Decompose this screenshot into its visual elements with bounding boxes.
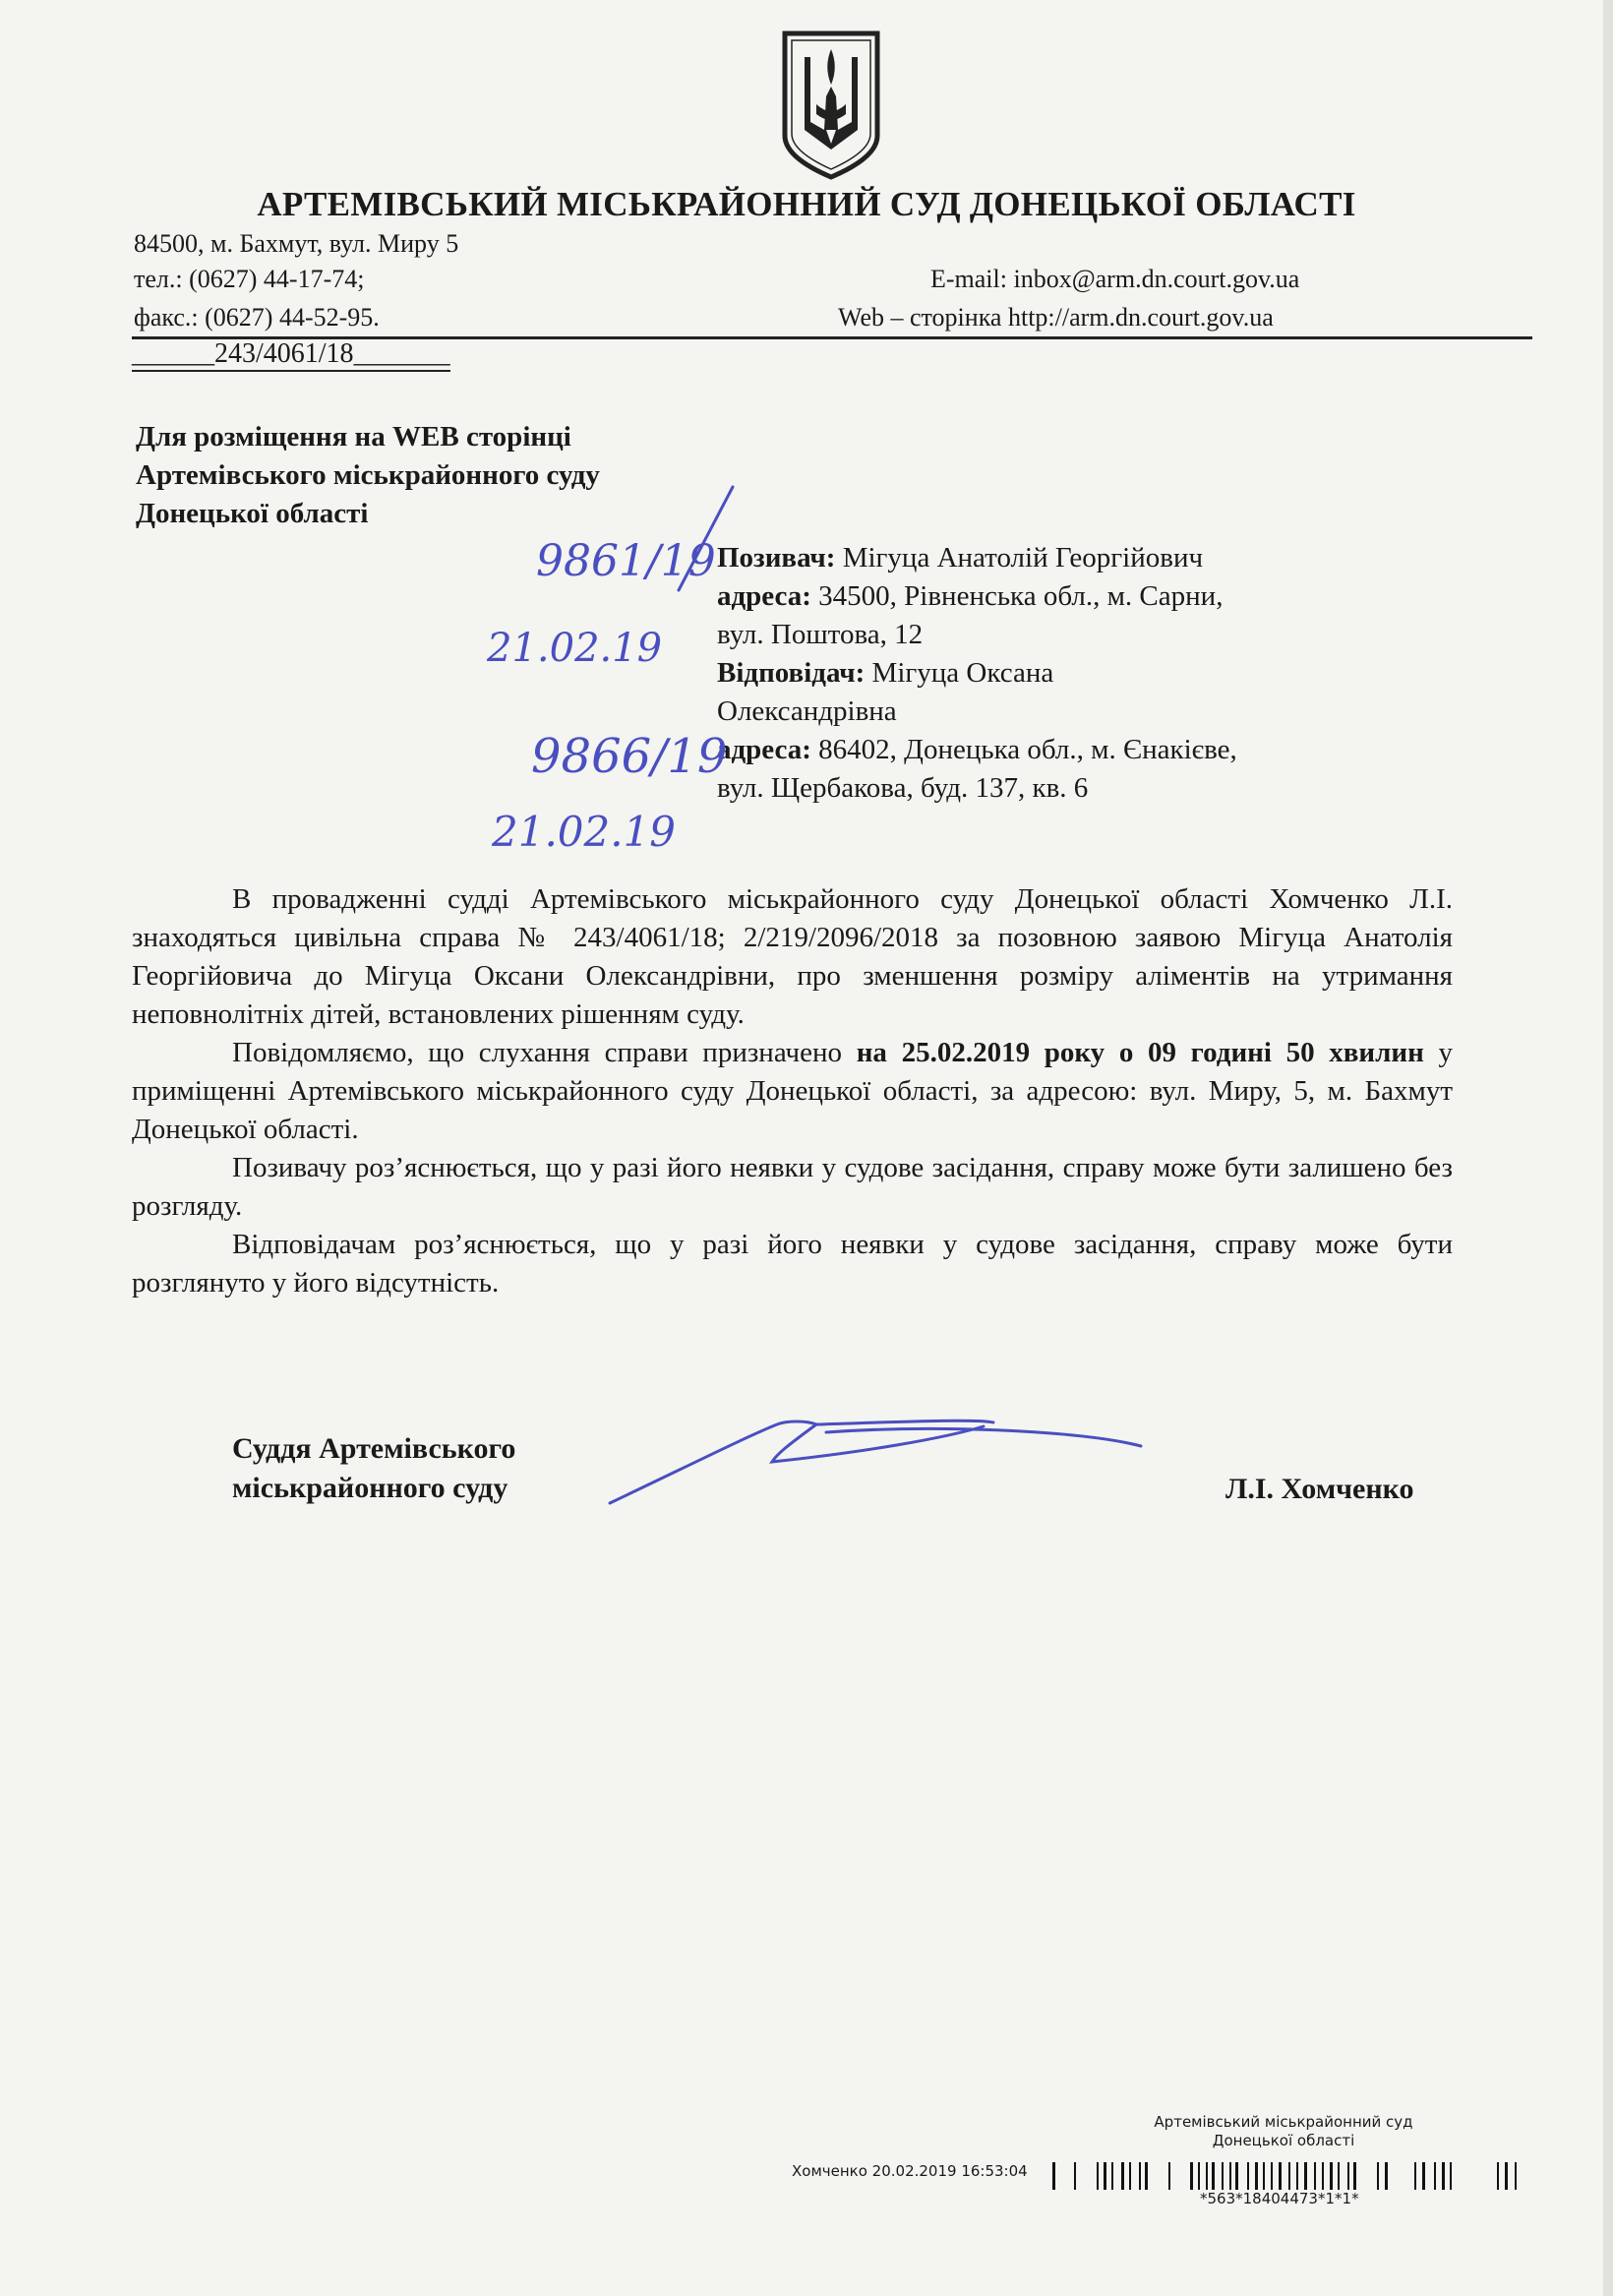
notice-body xyxy=(132,880,1453,1302)
court-phone: тел.: (0627) 44-17-74; xyxy=(134,265,365,293)
case-number: 243/4061/18 xyxy=(214,338,354,372)
court-fax: факс.: (0627) 44-52-95. xyxy=(134,303,380,332)
hearing-datetime: на 25.02.2019 року о 09 годині 50 хвилин xyxy=(856,1037,1424,1068)
body-paragraph-hearing xyxy=(132,1034,1453,1149)
web-note-line: Для розміщення на WEB сторінці xyxy=(136,421,571,453)
plaintiff-label: Позивач: xyxy=(717,542,836,574)
court-address: 84500, м. Бахмут, вул. Миру 5 xyxy=(134,229,459,258)
signature-title-line: міськрайонного суду xyxy=(232,1472,508,1504)
plaintiff-address-label: адреса: xyxy=(717,580,811,612)
court-email: E-mail: inbox@arm.dn.court.gov.ua xyxy=(930,265,1300,293)
web-note-line: Артемівського міськрайонного суду xyxy=(136,459,600,491)
page-edge xyxy=(1603,0,1613,2296)
stamp-court xyxy=(1121,2113,1446,2150)
defendant-address-label: адреса: xyxy=(717,734,811,765)
stamp-metadata: Хомченко 20.02.2019 16:53:04 xyxy=(792,2162,1028,2180)
defendant-line xyxy=(717,654,1386,693)
stamp-court-line: Артемівський міськрайонний суд xyxy=(1154,2113,1413,2131)
hearing-intro: Повідомляємо, що слухання справи призначено xyxy=(232,1037,857,1068)
defendant-name-cont: Олександрівна xyxy=(717,695,897,727)
case-number-lead: ______ xyxy=(132,338,214,372)
court-name: АРТЕМІВСЬКИЙ МІСЬКРАЙОННИЙ СУД ДОНЕЦЬКОЇ ОБЛАСТІ xyxy=(257,185,1356,223)
body-paragraph: В провадженні судді Артемівського міськрайонного суду Донецької області Хомченко Л.І. знаходяться цивільна справа № 243/4061/18; 2/219/2096/2018 за позовною заявою Мігуца Анатолія Георгійовича до Мігуца Оксани Олександрівни, про зменшення розміру аліментів на утримання неповнолітніх дітей, встановлених рішенням суду. xyxy=(132,883,1453,1030)
case-number-tail: _______ xyxy=(354,338,450,372)
coat-of-arms-emblem xyxy=(777,28,885,181)
case-number-line xyxy=(132,338,450,372)
barcode-icon xyxy=(1052,2162,1534,2190)
signature-title-line: Суддя Артемівського xyxy=(232,1432,516,1465)
handwritten-date: 21.02.19 xyxy=(487,626,663,671)
parties-block xyxy=(717,539,1386,808)
body-paragraph: Відповідачам роз’яснюється, що у разі його неявки у судове засідання, справу може бути розглянуто у його відсутність. xyxy=(132,1229,1453,1299)
web-note-line: Донецької області xyxy=(136,498,369,529)
court-website: Web – сторінка http://arm.dn.court.gov.ua xyxy=(838,303,1274,332)
defendant-address: 86402, Донецька обл., м. Єнакієве, xyxy=(810,734,1237,765)
handwritten-date: 21.02.19 xyxy=(492,808,677,856)
web-placement-note xyxy=(136,418,600,533)
plaintiff-address-line xyxy=(717,577,1386,616)
plaintiff-line xyxy=(717,539,1386,577)
judge-name: Л.І. Хомченко xyxy=(1225,1473,1414,1505)
plaintiff-address: 34500, Рівненська обл., м. Сарни, xyxy=(810,580,1224,612)
body-paragraph: Позивачу роз’яснюється, що у разі його неявки у судове засідання, справу може бути залишено без розгляду. xyxy=(132,1152,1453,1222)
handwritten-note: 9861/19 xyxy=(536,536,716,586)
defendant-name: Мігуца Оксана xyxy=(865,657,1054,689)
plaintiff-name: Мігуца Анатолій Георгійович xyxy=(835,542,1204,574)
barcode-text: *563*18404473*1*1* xyxy=(1200,2190,1359,2207)
plaintiff-address-street: вул. Поштова, 12 xyxy=(717,619,924,650)
defendant-label: Відповідач: xyxy=(717,657,866,689)
signature-icon xyxy=(610,1420,1141,1503)
defendant-address-line xyxy=(717,731,1386,769)
handwritten-note: 9866/19 xyxy=(531,729,728,784)
stamp-court-line: Донецької області xyxy=(1212,2132,1355,2149)
signature-title xyxy=(232,1429,515,1508)
defendant-address-street: вул. Щербакова, буд. 137, кв. 6 xyxy=(717,772,1089,804)
hearing-location: у приміщенні Артемівського міськрайонного суду Донецької області, за адресою: вул. Миру, 5, м. Бахмут Донецької області. xyxy=(132,1037,1454,1145)
